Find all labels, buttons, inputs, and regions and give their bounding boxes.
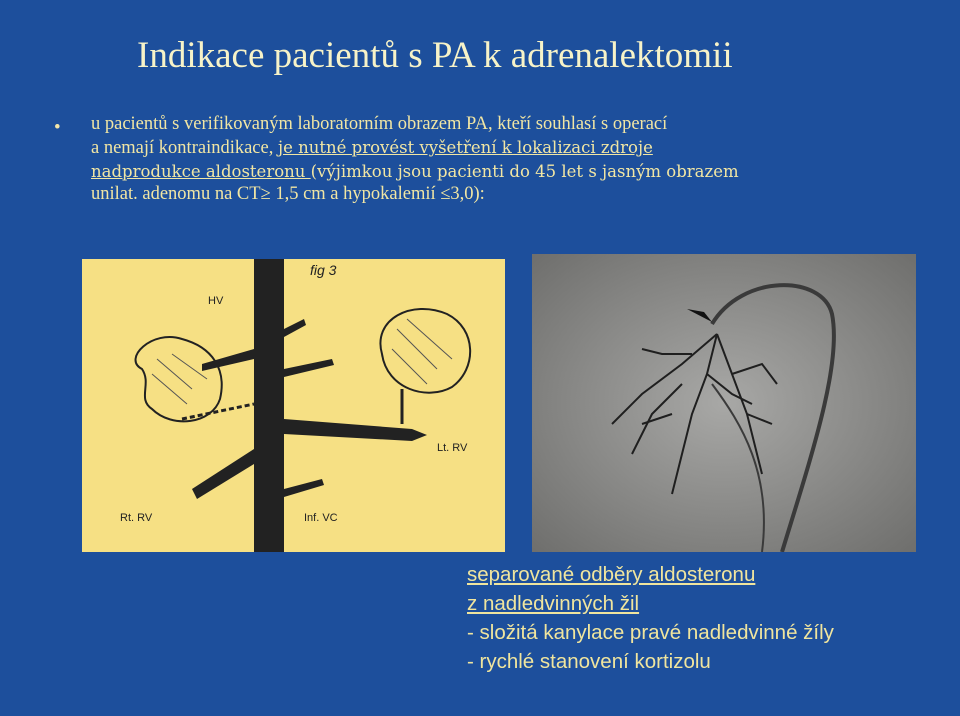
right-adrenal-gland xyxy=(136,337,222,421)
bullet-text xyxy=(91,113,911,206)
caption xyxy=(467,560,937,676)
left-renal-vein xyxy=(284,419,427,441)
caption-line-1: separované odběry aldosteronu xyxy=(467,563,756,586)
label-inf-vc: Inf. VC xyxy=(304,512,338,524)
bullet-line-3b: (výjimkou jsou pacienti do 45 let s jasným obrazem xyxy=(310,162,739,181)
bullet-line-3a: nadprodukce aldosteronu xyxy=(91,162,311,181)
bullet-line-2a: a nemají kontraindikace, xyxy=(91,138,278,158)
slide-title: Indikace pacientů s PA k adrenalektomii xyxy=(137,35,733,76)
caption-line-4: - rychlé stanovení kortizolu xyxy=(467,650,711,673)
bullet-line-1: u pacientů s verifikovaným laboratorním obrazem PA, kteří souhlasí s operací xyxy=(91,114,668,134)
caption-line-3: - složitá kanylace pravé nadledvinné žíly xyxy=(467,621,834,644)
bullet-line-2b: je nutné provést vyšetření k lokalizaci zdroje xyxy=(277,138,653,157)
label-lt-rv: Lt. RV xyxy=(437,442,468,454)
label-fig: fig 3 xyxy=(310,262,337,278)
right-renal-vein xyxy=(192,449,254,499)
label-hv: HV xyxy=(208,295,224,307)
adrenal-vein-diagram xyxy=(82,259,505,552)
caption-line-2: z nadledvinných žil xyxy=(467,592,640,615)
angiogram-svg xyxy=(532,254,916,552)
diagram-svg xyxy=(82,259,505,552)
right-adrenal-vein xyxy=(182,404,254,419)
bullet-marker: • xyxy=(54,117,61,138)
label-rt-rv: Rt. RV xyxy=(120,512,153,524)
bullet-line-4: unilat. adenomu na CT≥ 1,5 cm a hypokalemií ≤3,0): xyxy=(91,184,485,204)
bullet-line-2 xyxy=(91,136,911,160)
bullet-line-3 xyxy=(91,160,911,183)
vena-cava xyxy=(254,259,284,552)
angiogram-image xyxy=(532,254,916,552)
vein-branch xyxy=(202,349,254,371)
